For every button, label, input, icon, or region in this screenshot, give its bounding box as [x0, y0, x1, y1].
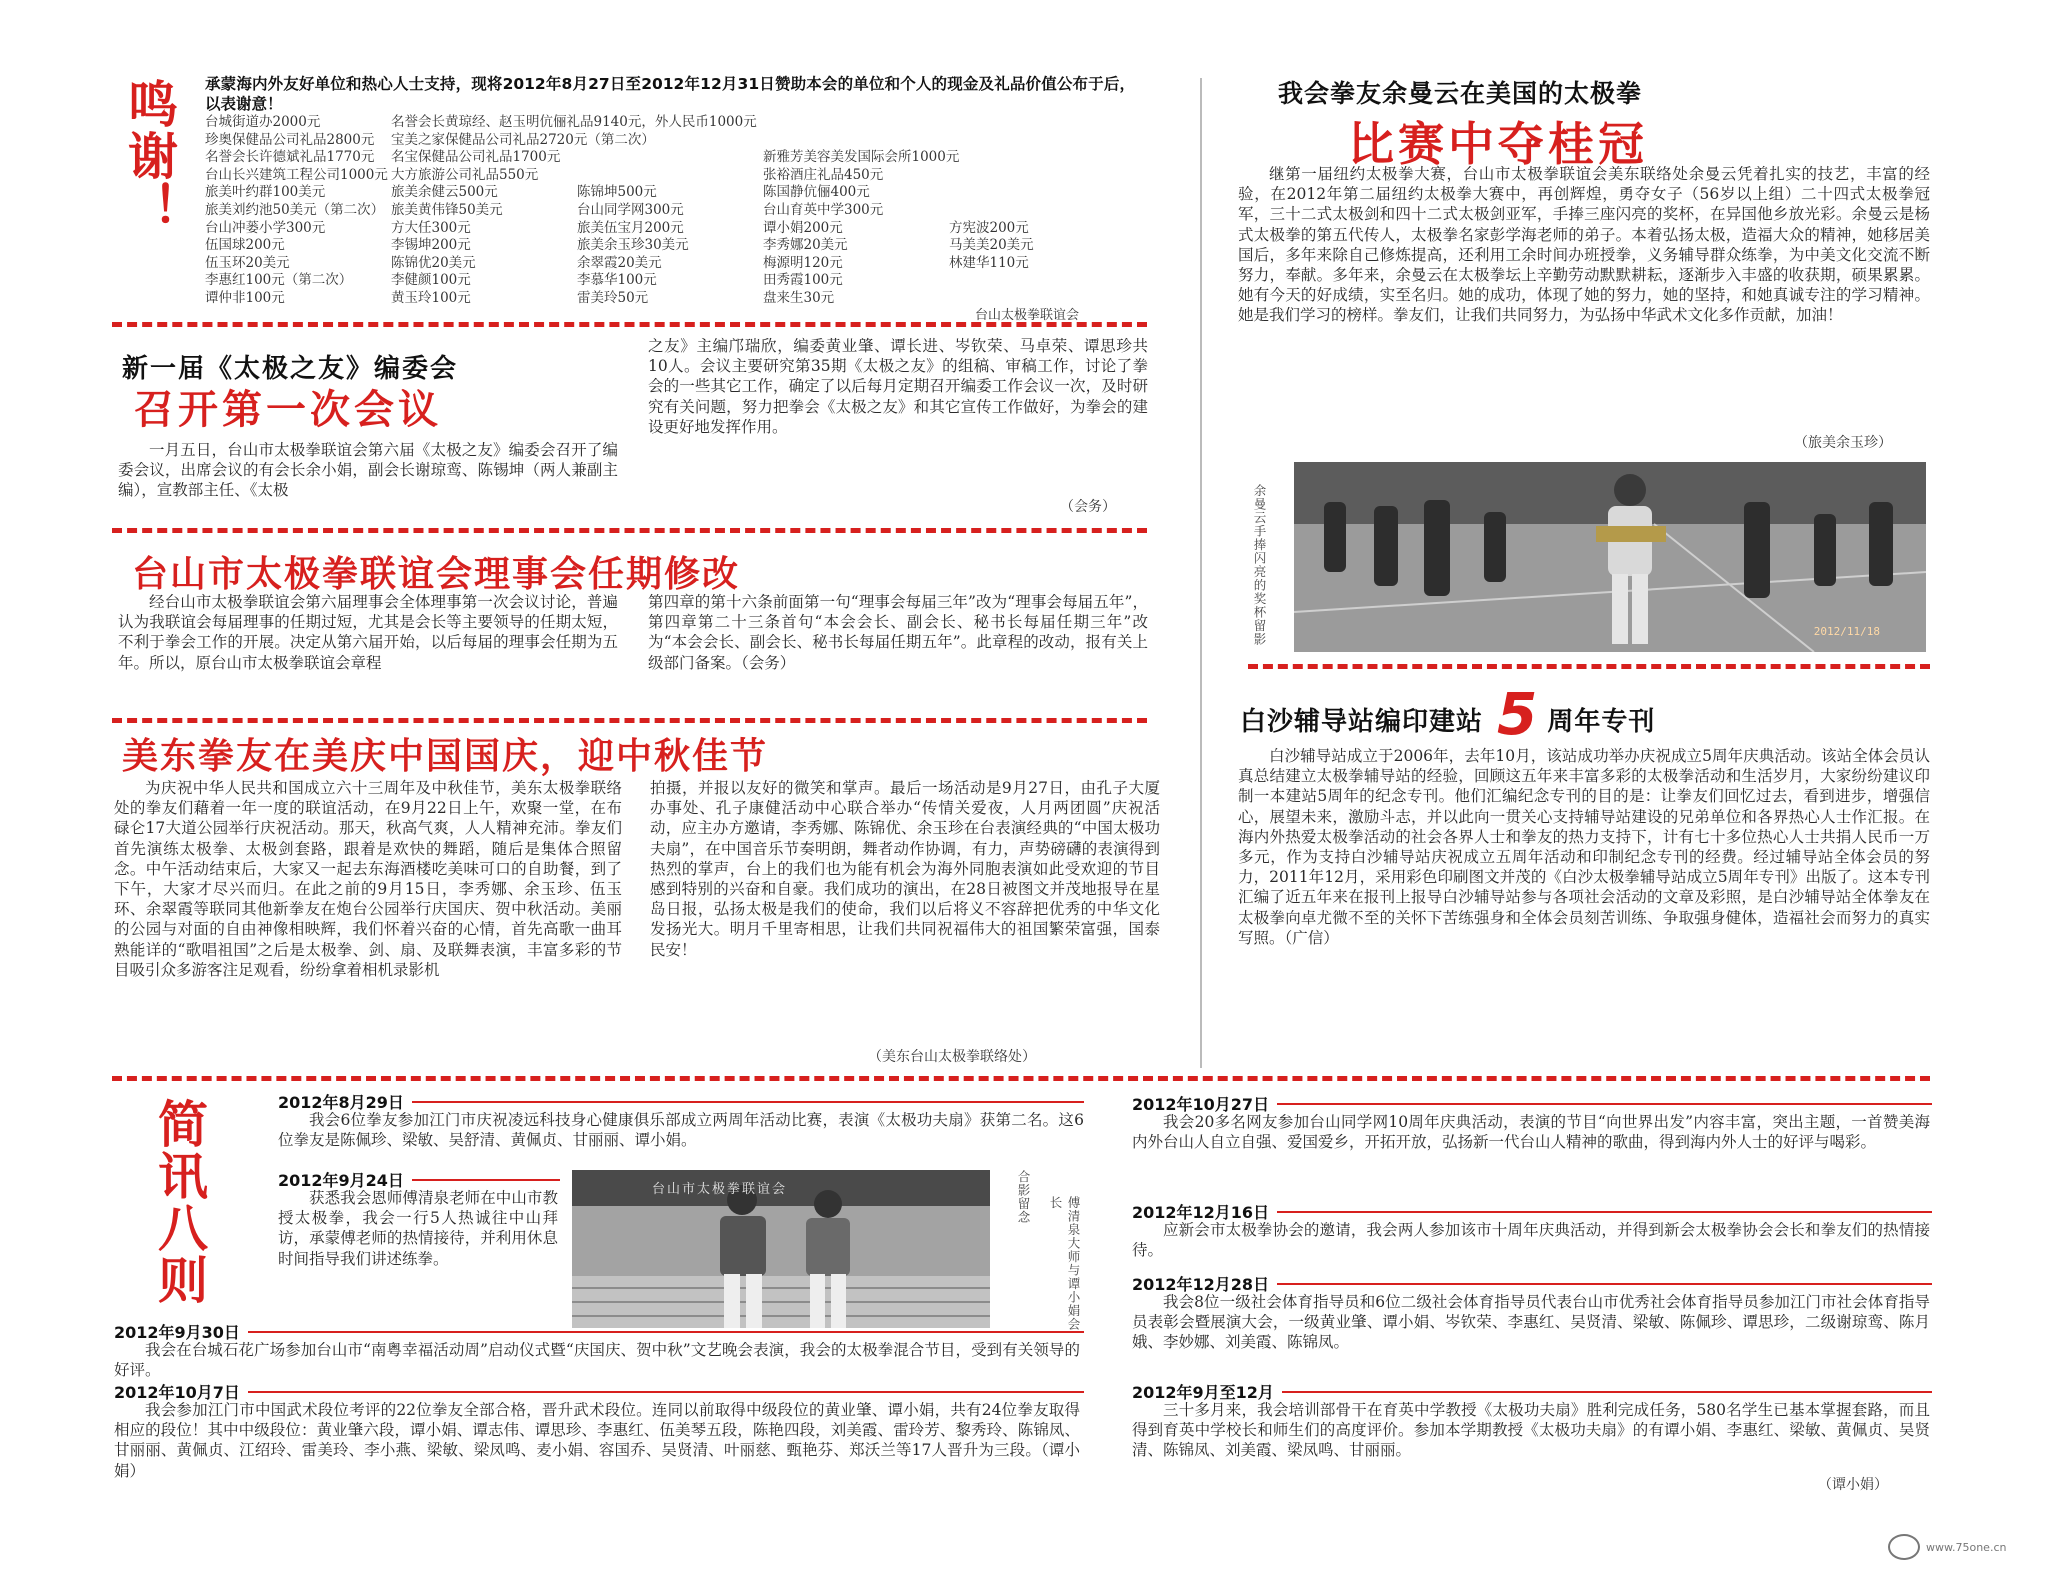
donor-entry: 谭小娟200元 — [763, 219, 843, 236]
amendment-title: 台山市太极拳联谊会理事会任期修改 — [132, 553, 741, 595]
donor-entry: 张裕酒庄礼品450元 — [763, 166, 884, 183]
globe-logo-icon — [1888, 1534, 1920, 1560]
donor-entry: 名誉会长黄琼经、赵玉明伉俪礼品9140元，外人民币1000元 — [391, 114, 757, 130]
donor-entry: 新雅芳美容美发国际会所1000元 — [763, 149, 960, 166]
briefs-photo-caption-a: 合影留念 — [1016, 1170, 1031, 1224]
donor-entry: 台山冲蒌小学300元 — [205, 219, 326, 236]
champion-title-main: 比赛中夺桂冠 — [1348, 117, 1648, 171]
brief-5-date: 2012年10月27日 — [1132, 1095, 1270, 1114]
watermark — [1888, 1534, 2006, 1560]
festival-signature: （美东台山太极拳联络处） — [868, 1049, 1036, 1065]
donor-row — [205, 220, 1135, 238]
donor-row — [205, 255, 1135, 273]
donor-entry: 方大任300元 — [391, 219, 471, 236]
donor-entry: 方宪波200元 — [949, 219, 1029, 236]
amendment-col1: 经台山市太极拳联谊会第六届理事会全体理事第一次会议讨论，普遍认为我联谊会每届理事的任期过短，尤其是会长等主要领导的任期太短，不利于拳会工作的开展。决定从第六届开始，以后每届的理事会任期为五年。所以，原台山市太极拳联谊会章程 — [118, 593, 618, 672]
donor-entry: 李惠红100元（第二次） — [205, 272, 353, 289]
donor-row — [205, 184, 1135, 202]
festival-col1: 为庆祝中华人民共和国成立六十三周年及中秋佳节，美东太极拳联络处的拳友们藉着一年一度的联谊活动，在9月22日上午，欢聚一堂，在布碌仑17大道公园举行庆祝活动。那天，秋高气爽，人人精神充沛。拳友们首先演练太极拳、太极剑套路，跟着是欢快的舞蹈，随后是集体合照留念。中午活动结束后，大家又一起去东海酒楼吃美味可口的自助餐，到了下午，大家才尽兴而归。在此之前的9月15日，李秀娜、余玉珍、伍玉环、余翠霞等联同其他新拳友在炮台公园举行庆国庆、贺中秋活动。美丽的公园与对面的自由神像相映辉，我们怀着兴奋的心情，首先高歌一曲耳熟能详的“歌唱祖国”之后是太极拳、剑、扇、及联舞表演，丰富多彩的节目吸引众多游客注足观看，纷纷拿着相机录影机 — [114, 779, 622, 979]
donor-entry: 旅美余玉珍30美元 — [577, 237, 689, 254]
brief-8-text: 三十多月来，我会培训部骨干在育英中学教授《太极功夫扇》胜利完成任务，580名学生已基本掌握套路，而且得到育英中学校长和师生们的高度评价。参加本学期教授《太极功夫扇》的有谭小娟、李惠红、梁敏、黄佩贞、吴贤清、陈锦凤、刘美霞、梁凤鸣、甘丽丽。 — [1132, 1401, 1930, 1460]
donor-entry: 谭仲非100元 — [205, 289, 285, 306]
champion-photo-image — [1294, 462, 1926, 652]
editorial-col1: 一月五日，台山市太极拳联谊会第六届《太极之友》编委会召开了编委会议，出席会议的有会长余小娟，副会长谢琼鸾、陈锡坤（两人兼副主编），宣教部主任、《太极 — [118, 441, 618, 500]
donor-entry: 陈国静伉俪400元 — [763, 184, 870, 201]
donor-entry: 名宝保健品公司礼品1700元 — [391, 149, 561, 166]
brief-8-date: 2012年9月至12月 — [1132, 1383, 1274, 1402]
brief-4-text: 我会参加江门市中国武术段位考评的22位拳友全部合格，晋升武术段位。连同以前取得中级段位的黄业肇、谭小娟，共有24位拳友取得相应的段位！其中中级段位：黄业肇六段，谭小娟、谭志伟、谭思珍、李惠红、伍美琴五段，陈艳四段，刘美霞、雷玲芳、黎秀玲、陈锦凤、甘丽丽、黄佩贞、江绍玲、雷美玲、李小燕、梁敏、梁凤鸣、麦小娟、容国乔、吴贤清、叶丽慈、甄艳芬、郑沃兰等17人晋升为三段。（谭小娟） — [114, 1401, 1080, 1480]
brief-2-date: 2012年9月24日 — [278, 1171, 404, 1190]
donor-entry: 伍玉环20美元 — [205, 254, 290, 271]
donor-entry: 田秀霞100元 — [763, 272, 843, 289]
baisha-body: 白沙辅导站成立于2006年，去年10月，该站成功举办庆祝成立5周年庆典活动。该站全体会员认真总结建立太极拳辅导站的经验，回顾这五年来丰富多彩的太极拳活动和生活岁月，大家纷纷建议印制一本建站5周年的纪念专刊。他们汇编纪念专刊的目的是：让拳友们回忆过去，看到进步，增强信心，展望未来，激励斗志，并以此向一贯关心支持辅导站建设的兄弟单位和各界热心人士作汇报。在海内外热爱太极拳活动的社会各界人士和拳友的热力支持下，计有七十多位热心人士共捐人民币一万多元，作为支持白沙辅导站庆祝成立五周年活动和印制纪念专刊的经费。经过辅导站全体会员的努力，2011年12月，采用彩色印刷图文并茂的《白沙太极拳辅导站成立5周年专刊》出版了。这本专刊汇编了近五年来在报刊上报导白沙辅导站参与各项社会活动的文章及彩照，是白沙辅导站全体拳友在太极拳向卓尤微不至的关怀下苦练强身和全体会员刻苦训练、争取强身健体，造福社会而努力的真实写照。（广信） — [1238, 747, 1930, 947]
donor-entry: 陈锦优20美元 — [391, 254, 476, 271]
brief-4-date: 2012年10月7日 — [114, 1383, 240, 1402]
brief-1-date: 2012年8月29日 — [278, 1093, 404, 1112]
donor-entry: 盘来生30元 — [763, 289, 835, 306]
brief-6-text: 应新会市太极拳协会的邀请，我会两人参加该市十周年庆典活动，并得到新会太极拳协会会长和拳友们的热情接待。 — [1132, 1221, 1930, 1260]
divider-champion — [1248, 664, 1930, 669]
brief-8-signature: （谭小娟） — [1818, 1477, 1888, 1493]
baisha-title — [1240, 680, 1656, 748]
donor-entry: 李慕华100元 — [577, 272, 657, 289]
brief-7-text: 我会8位一级社会体育指导员和6位二级社会体育指导员代表台山市优秀社会体育指导员参加江门市社会体育指导员表彰会暨展演大会，一级黄业肇、谭小娟、岑钦荣、李惠红、吴贤清、梁敏、陈佩珍、谭思珍，二级谢琼鸾、陈月娥、李妙娜、刘美霞、陈锦凤。 — [1132, 1293, 1930, 1352]
baisha-title-pre: 白沙辅导站编印建站 — [1240, 707, 1484, 737]
donor-entry: 旅美余健云500元 — [391, 184, 498, 201]
donor-entry: 台城街道办2000元 — [205, 114, 321, 130]
donor-entry: 旅美黄伟锋50美元 — [391, 201, 503, 218]
donor-entry: 马美美20美元 — [949, 237, 1034, 254]
donor-entry: 旅美刘约池50美元（第二次） — [205, 201, 385, 218]
column-separator — [1200, 78, 1202, 1068]
donor-row — [205, 167, 1135, 185]
champion-photo-date: 2012/11/18 — [1813, 625, 1880, 638]
thanks-signature: 台山太极拳联谊会 — [975, 308, 1080, 323]
donor-entry: 林建华110元 — [949, 254, 1029, 271]
brief-3-text: 我会在台城石花广场参加台山市“南粤幸福活动周”启动仪式暨“庆国庆、贺中秋”文艺晚会表演，我会的太极拳混合节目，受到有关领导的好评。 — [114, 1341, 1080, 1380]
divider-editorial — [112, 528, 1147, 533]
donor-entry: 伍国球200元 — [205, 237, 285, 254]
festival-col2: 拍摄，并报以友好的微笑和掌声。最后一场活动是9月27日，由孔子大厦办事处、孔子康健活动中心联合举办“传情关爱夜，人月两团圆”庆祝活动，应主办方邀请，李秀娜、陈锦优、余玉珍在台表演经典的“中国太极功夫扇”，在中国音乐节奏明朗，舞者动作协调，有力，声势磅礴的表演得到热烈的掌声，台上的我们也为能有机会为海外同胞表演如此受欢迎的节目感到特别的兴奋和自豪。我们成功的演出，在28日被图文并茂地报导在星岛日报，弘扬太极是我们的使命，我们以后将义不容辞把优秀的中华文化发扬光大。明月千里寄相思，让我们共同祝福伟大的祖国繁荣富强，国泰民安！ — [650, 779, 1160, 959]
donor-entry: 大方旅游公司礼品550元 — [391, 166, 539, 183]
briefs-photo — [572, 1170, 990, 1328]
watermark-text: www.75one.cn — [1926, 1540, 2007, 1554]
brief-2-text: 获悉我会恩师傅清泉老师在中山市教授太极拳，我会一行5人热诚往中山拜访，承蒙傅老师的热情接待，并利用休息时间指导我们讲述练拳。 — [278, 1189, 558, 1268]
champion-photo — [1294, 462, 1926, 652]
amendment-col2: 第四章的第十六条前面第一句“理事会每届三年”改为“理事会每届五年”，第四章第二十三条首句“本会会长、副会长、秘书长每届任期三年”改为“本会会长、副会长、秘书长每届任期五年”。此章程的改动，报有关上级部门备案。（会务） — [648, 593, 1148, 672]
donor-entry: 珍奥保健品公司礼品2800元 — [205, 131, 375, 148]
editorial-title-main: 召开第一次会议 — [134, 386, 442, 433]
donor-entry: 台山同学网300元 — [577, 201, 684, 218]
brief-7-date: 2012年12月28日 — [1132, 1275, 1270, 1294]
donor-entry: 余翠霞20美元 — [577, 254, 662, 271]
baisha-title-post: 周年专刊 — [1547, 707, 1656, 737]
donor-entry: 台山育英中学300元 — [763, 201, 884, 218]
donor-entry: 旅美叶约群100美元 — [205, 184, 326, 201]
donor-row — [205, 237, 1135, 255]
donor-entry: 旅美伍宝月200元 — [577, 219, 684, 236]
divider-briefs — [112, 1076, 1930, 1081]
baisha-title-num: 5 — [1497, 680, 1538, 748]
donor-row — [205, 114, 1135, 132]
champion-photo-caption: 余曼云手捧闪亮的奖杯留影 — [1252, 484, 1267, 646]
thanks-intro: 承蒙海内外友好单位和热心人士支持，现将2012年8月27日至2012年12月31日赞助本会的单位和个人的现金及礼品价值公布于后，以表谢意！ — [205, 75, 1135, 113]
briefs-heading: 简讯八则 — [150, 1098, 209, 1306]
festival-title: 美东拳友在美庆中国国庆，迎中秋佳节 — [122, 735, 769, 777]
donor-entry: 李锡坤200元 — [391, 237, 471, 254]
editorial-col2: 之友》主编邝瑞欣，编委黄业肇、谭长进、岑钦荣、马卓荣、谭思珍共10人。会议主要研究第35期《太极之友》的组稿、审稿工作，讨论了拳会的一些其它工作，确定了以后每月定期召开编委工作会议一次，及时研究有关问题，努力把拳会《太极之友》和其它宣传工作做好，为拳会的建设更好地发挥作用。 — [648, 337, 1148, 436]
donor-entry: 宝美之家保健品公司礼品2720元（第二次） — [391, 131, 655, 148]
donor-entry: 台山长兴建筑工程公司1000元 — [205, 166, 388, 183]
brief-5-text: 我会20多名网友参加台山同学网10周年庆典活动，表演的节目“向世界出发”内容丰富，突出主题，一首赞美海内外台山人自立自强、爱国爱乡，开拓开放，弘扬新一代台山人精神的歌曲，得到海内外人士的好评与喝彩。 — [1132, 1113, 1930, 1152]
donor-entry: 雷美玲50元 — [577, 289, 649, 306]
brief-6-date: 2012年12月16日 — [1132, 1203, 1270, 1222]
brief-3-date: 2012年9月30日 — [114, 1323, 240, 1342]
donor-row — [205, 202, 1135, 220]
briefs-photo-caption-b: 傅清泉大师与谭小娟会长 — [1048, 1196, 1081, 1331]
champion-title-top: 我会拳友余曼云在美国的太极拳 — [1278, 79, 1643, 108]
editorial-signature: （会务） — [1060, 499, 1116, 515]
donor-entry: 黄玉玲100元 — [391, 289, 471, 306]
donor-row — [205, 149, 1135, 167]
divider-thanks — [112, 322, 1147, 327]
donor-entry: 梅源明120元 — [763, 254, 843, 271]
donor-row — [205, 132, 1135, 150]
thanks-heading: 鸣谢！ — [120, 78, 179, 234]
briefs-photo-banner: 台山市太极拳联谊会 — [652, 1182, 788, 1197]
donor-row — [205, 272, 1135, 290]
brief-1-text: 我会6位拳友参加江门市庆祝凌远科技身心健康俱乐部成立两周年活动比赛，表演《太极功夫扇》获第二名。这6位拳友是陈佩珍、梁敏、吴舒清、黄佩贞、甘丽丽、谭小娟。 — [278, 1111, 1084, 1150]
editorial-title-top: 新一届《太极之友》编委会 — [122, 354, 459, 384]
thanks-donor-list — [205, 114, 1135, 308]
donor-entry: 李秀娜20美元 — [763, 237, 848, 254]
donor-entry: 李健颜100元 — [391, 272, 471, 289]
donor-entry: 名誉会长许德斌礼品1770元 — [205, 149, 375, 166]
champion-signature: （旅美余玉珍） — [1794, 435, 1892, 451]
divider-amendment — [112, 718, 1147, 723]
donor-entry: 陈锦坤500元 — [577, 184, 657, 201]
champion-body: 继第一届纽约太极拳大赛，台山市太极拳联谊会美东联络处余曼云凭着扎实的技艺，丰富的经验，在2012年第二届纽约太极拳大赛中，再创辉煌，勇夺女子（56岁以上组）二十四式太极拳冠军，三十二式太极剑和四十二式太极剑亚军，手捧三座闪亮的奖杯，在异国他乡放光彩。余曼云是杨式太极拳的第五代传人，太极拳名家彭学海老师的弟子。本着弘扬太极，造福大众的精神，她移居美国后，多年来除自己修炼提高，还利用工余时间办班授拳，义务辅导群众练拳，为中美文化交流不断努力，奉献。多年来，余曼云在太极拳坛上辛勤劳动默默耕耘，逐渐步入丰盛的收获期，硕果累累。她有今天的好成绩，实至名归。她的成功，体现了她的努力，她的坚持，和她真诚专注的学习精神。她是我们学习的榜样。拳友们，让我们共同努力，为弘扬中华武术文化多作贡献，加油！ — [1238, 165, 1930, 325]
